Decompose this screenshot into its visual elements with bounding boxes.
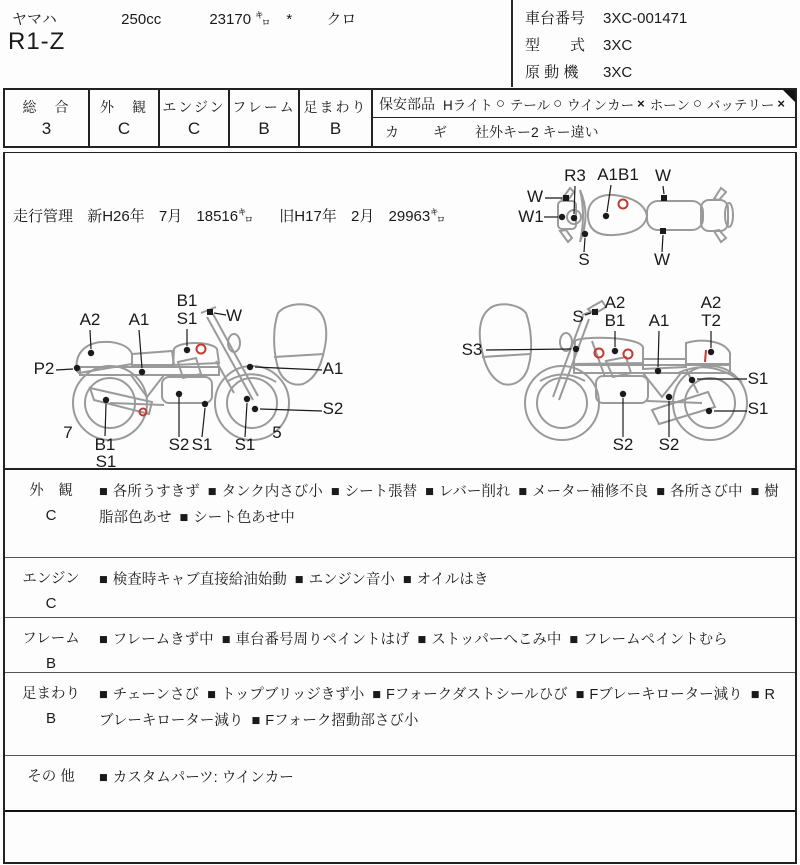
condition-item <box>295 572 395 588</box>
leader-line <box>260 409 322 411</box>
marker-dot <box>252 406 258 412</box>
safety-item <box>707 94 785 114</box>
mileage-flag: * <box>286 11 293 28</box>
marker-dot <box>202 401 208 407</box>
marker-dot <box>88 350 94 356</box>
old-month: 2月 <box>351 208 375 225</box>
condition-item <box>576 687 743 703</box>
marker-dot <box>603 213 609 219</box>
bullet-icon: ■ <box>251 713 261 729</box>
section-label: 外 観 <box>29 483 73 499</box>
diagram-label: A1 <box>322 359 344 378</box>
marker-dot <box>559 214 565 220</box>
diagram-label: 7 <box>63 423 73 442</box>
condition-item-text: 各所さび中 <box>669 484 743 500</box>
chassis-number-label: 車台番号 <box>525 10 586 27</box>
damage-mark-circle <box>624 350 633 359</box>
diagram-label: W <box>653 250 671 269</box>
safety-item-name: ウインカー <box>567 97 635 113</box>
section-label: その 他 <box>27 769 75 785</box>
bullet-icon: ■ <box>750 484 760 500</box>
condition-item-text: シート張替 <box>344 484 418 500</box>
engine-code-row <box>525 59 687 86</box>
marker-dot <box>184 347 190 353</box>
old-km: 29963㌔ <box>388 208 446 225</box>
grade-label: フレーム <box>232 99 296 115</box>
marker-dot <box>74 365 80 371</box>
leader-line <box>658 331 659 367</box>
diagram-label: W <box>225 306 243 325</box>
corner-marker <box>783 90 795 102</box>
condition-item-text: Fフォークダストシールひび <box>386 687 568 703</box>
condition-item <box>208 484 323 500</box>
key-value: 社外キー2 キー違い <box>475 124 599 140</box>
safety-item-mark: ○ <box>495 95 505 112</box>
marker-dot <box>247 364 253 370</box>
leader-line <box>245 403 247 437</box>
diagram-label: B1 <box>604 311 626 330</box>
safety-item-mark: × <box>777 96 785 111</box>
displacement: 250cc <box>121 11 162 28</box>
section-grade: B <box>45 655 56 672</box>
section-row-5 <box>5 755 795 810</box>
marker-square <box>660 228 666 234</box>
safety-item-mark: ○ <box>553 95 563 112</box>
new-era: 新H26年 <box>87 208 145 225</box>
condition-item <box>372 687 567 703</box>
section-label: エンジン <box>22 571 80 587</box>
diagram-label: S2 <box>612 435 634 454</box>
diagram-label: A1B1 <box>597 165 639 184</box>
engine-code-value: 3XC <box>603 64 633 81</box>
leader-line <box>139 330 142 368</box>
grade-label: 足まわり <box>303 99 368 115</box>
bullet-icon: ■ <box>294 572 304 588</box>
grade-box-2 <box>88 90 158 146</box>
marker-square <box>563 195 569 201</box>
marker-dot <box>706 408 712 414</box>
header-summary-line <box>12 8 356 29</box>
condition-item-text: Fフォーク摺動部さび小 <box>265 713 419 729</box>
marker-dot <box>176 391 182 397</box>
mileage-history-label: 走行管理 <box>13 208 74 225</box>
section-label-col <box>5 673 97 755</box>
bullet-icon: ■ <box>221 632 231 648</box>
section-label-col <box>5 558 97 617</box>
diagram-label: 5 <box>272 423 282 442</box>
diagram-label: B1 <box>176 291 198 310</box>
mileage-history-line <box>13 205 455 226</box>
bullet-icon: ■ <box>99 770 108 786</box>
bullet-icon: ■ <box>569 632 579 648</box>
section-row-2 <box>5 557 795 617</box>
new-km: 18516㌔ <box>196 208 254 225</box>
model-code-value: 3XC <box>603 37 633 54</box>
new-month: 7月 <box>158 208 183 225</box>
marker-dot <box>708 349 714 355</box>
safety-item-name: ホーン <box>649 97 690 113</box>
grade-value: C <box>117 119 131 138</box>
marker-dot <box>666 394 672 400</box>
bullet-icon: ■ <box>207 484 217 500</box>
condition-item-text: 各所うすきず <box>112 484 200 500</box>
condition-item <box>569 632 727 648</box>
safety-item <box>650 94 702 114</box>
condition-item-text: レバー削れ <box>438 484 511 500</box>
safety-items <box>443 94 785 114</box>
bullet-icon: ■ <box>99 632 108 648</box>
safety-parts-row <box>373 90 795 118</box>
bullet-icon: ■ <box>518 484 528 500</box>
condition-item-text: チェーンさび <box>112 687 200 703</box>
diagram-label: A1 <box>648 311 670 330</box>
vehicle-diagram <box>5 153 795 467</box>
section-grade: C <box>45 595 57 612</box>
model-code-row <box>525 32 687 59</box>
diagram-label: A2 <box>79 310 101 329</box>
vehicle-diagram-box <box>3 152 797 470</box>
damage-mark-circle <box>619 200 628 209</box>
model-name: R1-Z <box>8 28 66 55</box>
diagram-label: A1 <box>128 310 150 329</box>
diagram-label: W1 <box>518 207 544 226</box>
condition-item-text: ストッパーへこみ中 <box>431 632 562 648</box>
grade-box-4 <box>228 90 298 146</box>
leader-line <box>486 349 571 350</box>
leader-line <box>56 369 73 370</box>
marker-dot <box>620 391 626 397</box>
section-label-col <box>5 756 97 810</box>
bullet-icon: ■ <box>207 687 216 703</box>
damage-mark-tick <box>705 350 706 362</box>
safety-item-name: バッテリー <box>706 97 775 113</box>
leader-line <box>90 330 91 349</box>
safety-item <box>443 94 505 114</box>
condition-item-text: フレームペイントむら <box>583 632 728 648</box>
diagram-label: S1 <box>747 399 769 418</box>
grade-box-1 <box>3 90 88 146</box>
condition-item <box>99 632 214 648</box>
section-row-4 <box>5 672 795 755</box>
grade-value: 3 <box>41 119 52 138</box>
diagram-label: T2 <box>701 311 721 330</box>
safety-item-mark: ○ <box>692 95 702 112</box>
header-divider <box>511 0 513 87</box>
condition-item <box>518 484 648 500</box>
bullet-icon: ■ <box>402 572 412 588</box>
marker-square <box>207 309 213 315</box>
condition-item <box>331 484 417 500</box>
safety-parts-label: 保安部品 <box>379 95 435 112</box>
odometer-reading: 23170 ㌔ <box>209 11 271 28</box>
diagram-label: R3 <box>564 166 586 185</box>
bullet-icon: ■ <box>425 484 434 500</box>
condition-item-text: フレームきず中 <box>112 632 214 648</box>
condition-item <box>99 572 287 588</box>
diagram-label: S2 <box>322 399 344 418</box>
bullet-icon: ■ <box>99 484 108 500</box>
condition-item-text: 検査時キャブ直接給油始動 <box>112 572 287 588</box>
grade-label: エンジン <box>162 99 226 115</box>
maker-name: ヤマハ <box>12 11 57 28</box>
empty-notes-box <box>5 810 795 864</box>
diagram-label: S1 <box>176 309 198 328</box>
marker-dot <box>244 396 250 402</box>
key-label: カ ギ <box>385 124 457 140</box>
grade-value: B <box>329 119 342 138</box>
condition-item-text: タンク内さび小 <box>221 484 323 500</box>
condition-item-text: シート色あせ中 <box>193 510 295 526</box>
diagram-label: S <box>572 307 584 326</box>
bike-side-view-left <box>73 304 326 440</box>
section-items <box>97 470 795 557</box>
diagram-label: W <box>526 187 544 206</box>
chassis-number-value: 3XC-001471 <box>603 10 688 27</box>
section-items <box>97 756 795 810</box>
marker-dot <box>582 231 588 237</box>
header-id-block <box>525 5 687 86</box>
bullet-icon: ■ <box>656 484 665 500</box>
key-row <box>373 118 795 146</box>
condition-item-text: オイルはき <box>416 572 489 588</box>
marker-square <box>661 195 667 201</box>
grade-box-3 <box>158 90 228 146</box>
marker-dot <box>612 348 618 354</box>
marker-dot <box>103 397 109 403</box>
safety-item-name: Hライト <box>443 97 493 113</box>
section-items <box>97 618 795 672</box>
condition-item-text: Fブレーキローター減り <box>589 687 743 703</box>
condition-item <box>222 632 410 648</box>
condition-sections <box>3 470 797 864</box>
leader-line <box>105 404 106 436</box>
condition-item <box>403 572 489 588</box>
grade-label: 総 合 <box>22 99 71 115</box>
condition-item <box>418 632 562 648</box>
section-label: フレーム <box>22 631 80 647</box>
marker-dot <box>571 215 577 221</box>
diagram-label: S1 <box>234 435 256 454</box>
safety-item <box>567 94 645 114</box>
bullet-icon: ■ <box>575 687 585 703</box>
grade-boxes <box>3 90 371 146</box>
condition-item-text: トップブリッジきず小 <box>220 687 365 703</box>
marker-square <box>592 309 598 315</box>
safety-item-mark: × <box>637 96 645 111</box>
condition-item <box>425 484 510 500</box>
diagram-label: A2 <box>700 293 722 312</box>
chassis-number-row <box>525 5 687 32</box>
engine-code-label: 原 動 機 <box>525 64 579 81</box>
diagram-label: A2 <box>604 293 626 312</box>
diagram-label: S1 <box>191 435 213 454</box>
leader-line <box>202 408 205 437</box>
section-label-col <box>5 618 97 672</box>
bullet-icon: ■ <box>330 484 340 500</box>
section-label: 足まわり <box>22 686 80 702</box>
bullet-icon: ■ <box>372 687 382 703</box>
marker-dot <box>139 369 145 375</box>
damage-mark-circle <box>197 345 206 354</box>
condition-item-text: Rブレーキローター減り <box>99 687 775 729</box>
condition-item <box>99 687 199 703</box>
marker-dot <box>573 346 579 352</box>
section-grade: B <box>45 710 56 727</box>
leader-line <box>214 313 226 315</box>
bullet-icon: ■ <box>179 510 189 526</box>
body-color: クロ <box>326 11 357 28</box>
marker-dot <box>689 377 695 383</box>
diagram-label: P2 <box>33 359 55 378</box>
condition-item-text: 樹脂部色あせ <box>99 484 779 526</box>
safety-item <box>510 94 562 114</box>
leader-line <box>663 186 664 194</box>
condition-item <box>656 484 742 500</box>
model-code-label: 型 式 <box>525 37 586 54</box>
condition-item-text: カスタムパーツ: ウインカー <box>112 770 294 786</box>
grade-label: 外 観 <box>100 99 148 115</box>
safety-item-name: テール <box>509 97 551 113</box>
condition-item <box>180 510 295 526</box>
leader-line <box>607 185 611 212</box>
grade-strip <box>3 88 797 148</box>
condition-item <box>99 484 200 500</box>
diagram-label: S2 <box>168 435 190 454</box>
section-items <box>97 558 795 617</box>
condition-item-text: メーター補修不良 <box>532 484 649 500</box>
grade-box-5 <box>298 90 371 146</box>
condition-item-text: 車台番号周りペイントはげ <box>235 632 410 648</box>
diagram-label: S2 <box>658 435 680 454</box>
bullet-icon: ■ <box>99 572 108 588</box>
marker-dot <box>655 368 661 374</box>
condition-item <box>207 687 364 703</box>
diagram-label: W <box>654 166 672 185</box>
condition-item-text: エンジン音小 <box>308 572 395 588</box>
section-grade: C <box>45 507 57 524</box>
grade-value: C <box>187 119 201 138</box>
grade-value: B <box>258 119 270 138</box>
section-items <box>97 673 795 755</box>
diagram-label: S3 <box>461 340 483 359</box>
section-label-col <box>5 470 97 557</box>
diagram-label: S1 <box>95 452 117 467</box>
section-row-1 <box>5 470 795 557</box>
safety-parts-box <box>371 90 797 146</box>
diagram-label: S <box>578 250 590 269</box>
old-era: 旧H17年 <box>279 208 337 225</box>
condition-item <box>251 713 418 729</box>
section-row-3 <box>5 617 795 672</box>
diagram-label: S1 <box>747 369 769 388</box>
bullet-icon: ■ <box>750 687 760 703</box>
diagram-label: B1 <box>94 435 116 454</box>
bullet-icon: ■ <box>99 687 108 703</box>
condition-item <box>99 770 294 786</box>
bullet-icon: ■ <box>417 632 427 648</box>
